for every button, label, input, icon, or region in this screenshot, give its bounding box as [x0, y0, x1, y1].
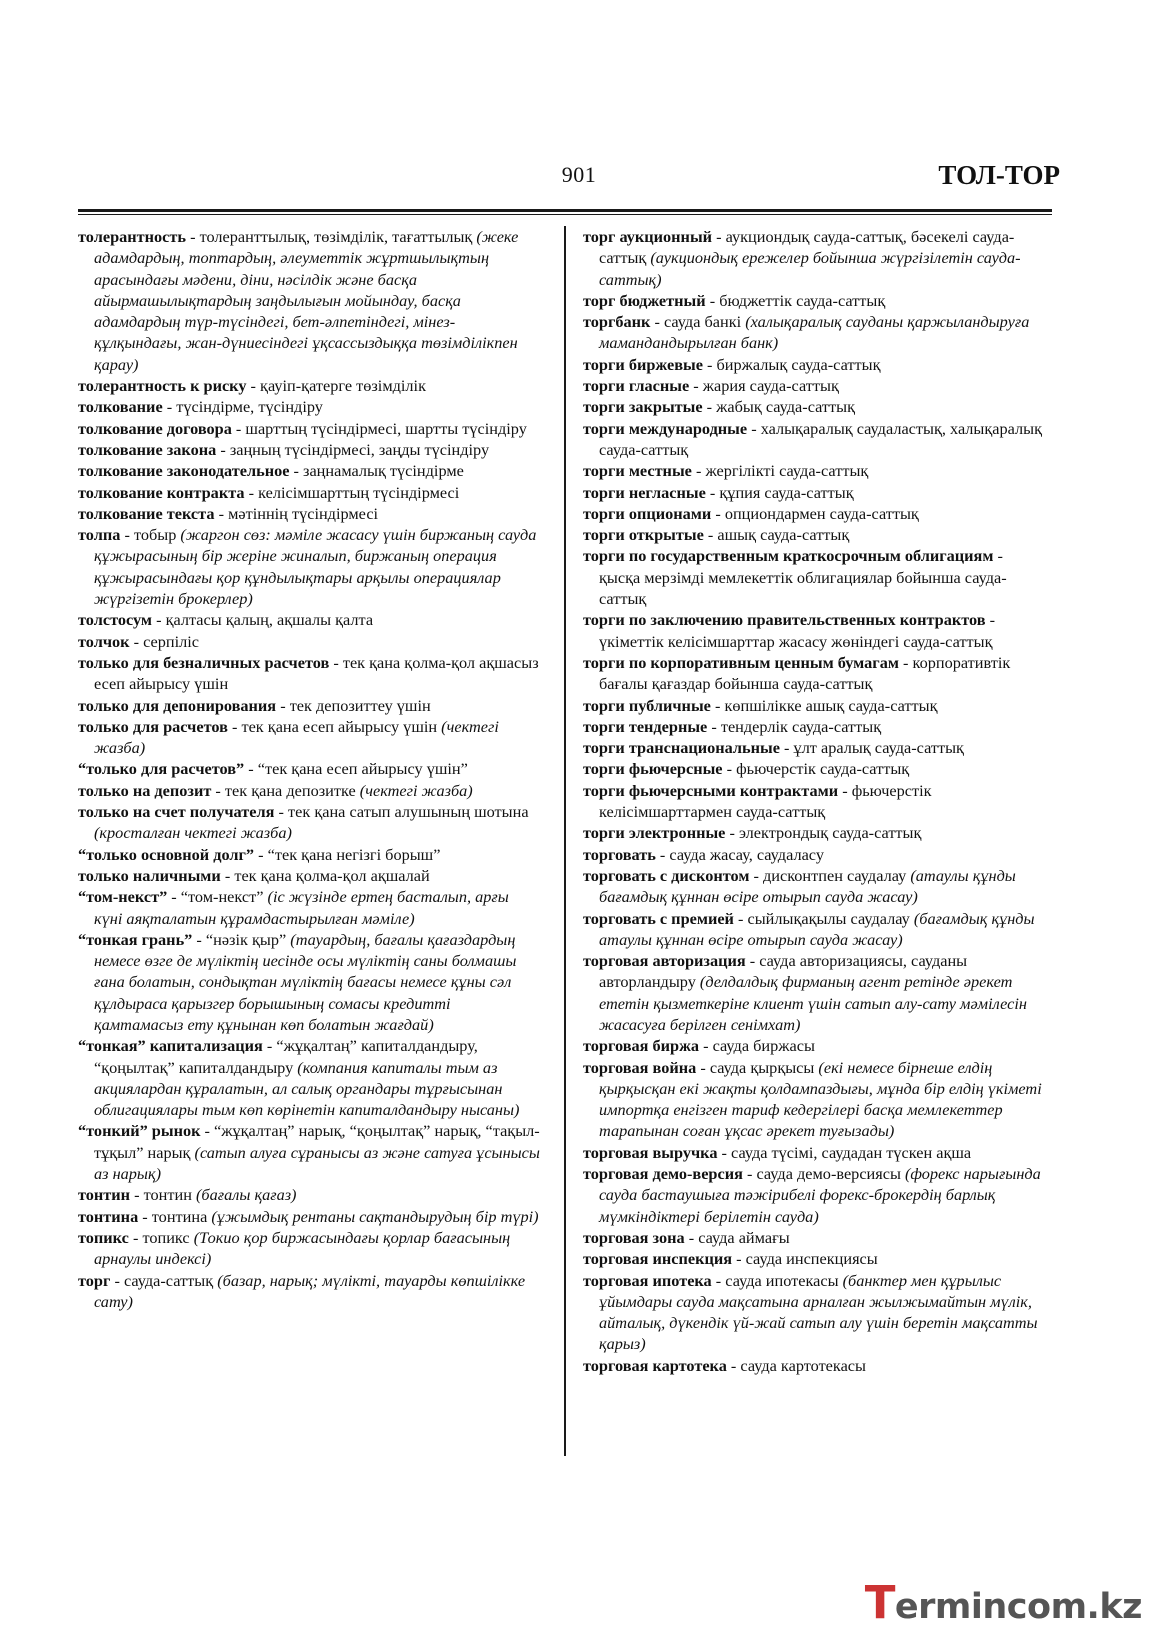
- dictionary-entry: [78, 695, 540, 716]
- entry-separator: -: [747, 418, 761, 438]
- entry-term: торг: [78, 1270, 111, 1290]
- entry-translation: қауіп-қатерге төзімділік: [260, 376, 426, 396]
- entry-translation: корпоративтік бағалы қағаздар бойынша сауда-саттық: [599, 652, 1011, 694]
- entry-translation: сауда түсімі, саудадан түскен ақша: [731, 1142, 972, 1162]
- entry-separator: -: [898, 652, 913, 672]
- entry-translation: сауда қырқысы: [709, 1057, 819, 1077]
- dictionary-entry: [78, 439, 540, 460]
- entry-term: торговая демо-версия: [583, 1164, 743, 1184]
- entry-separator: -: [200, 1121, 215, 1141]
- entry-translation: жария сауда-саттық: [702, 376, 839, 396]
- entry-note: (кросталған чектегі жазба): [94, 823, 292, 843]
- entry-separator: -: [745, 951, 760, 971]
- entry-separator: -: [717, 1142, 732, 1162]
- entry-note: (іс жүзінде ертең басталып, арғы күні аяқталатын құрамдастырылған мәміле): [94, 887, 509, 928]
- entry-translation: сауда инспекциясы: [745, 1249, 878, 1269]
- entry-translation: тек қана есеп айырысу үшін: [241, 716, 442, 736]
- dictionary-entry: [78, 1035, 540, 1120]
- entry-note: (делдалдық фирманың агент ретінде әрекет ететін қызметкеріне клиент үшін сатып алу-сату мәмілесін жасасуға берілген сенімхат): [599, 972, 1027, 1034]
- entry-separator: -: [120, 525, 134, 545]
- entry-note: (екі немесе бірнеше елдің қырқысқан екі жақты қолдампаздығы, мұнда бір елдің үкіметі импортқа енгізген тариф кедергілері басқа мемлекеттер тарапынан соған ұқсас әрекет туғызады): [599, 1057, 1042, 1141]
- dictionary-entry: [78, 1270, 540, 1313]
- entry-separator: -: [705, 290, 720, 310]
- entry-translation: серпіліс: [143, 631, 200, 651]
- dictionary-entry: [583, 1270, 1045, 1355]
- entry-translation: сыйлықақылы саудалау: [747, 908, 914, 928]
- entry-term: толкование: [78, 397, 163, 417]
- dictionary-entry: [583, 1227, 1045, 1248]
- dictionary-entry: [583, 290, 1045, 311]
- entry-translation: “том-некст”: [180, 887, 268, 907]
- entry-translation: үкіметтік келісімшарттар жасасу жөніндегі сауда-саттық: [599, 631, 993, 651]
- dictionary-entry: [583, 652, 1045, 695]
- entry-term: торги по заключению правительственных контрактов: [583, 610, 986, 630]
- entry-separator: -: [246, 376, 261, 396]
- entry-term: торги тендерные: [583, 716, 708, 736]
- entry-translation: “жұқалтаң” нарық, “қоңылтақ” нарық, “тақыл-тұқыл” нарық: [94, 1121, 540, 1162]
- entry-translation: түсіндірме, түсіндіру: [176, 397, 323, 417]
- dictionary-entry: [583, 524, 1045, 545]
- entry-term: толкование закона: [78, 439, 217, 459]
- dictionary-entry: [583, 226, 1045, 290]
- entry-translation: тек депозиттеу үшін: [289, 695, 431, 715]
- dictionary-entry: [78, 396, 540, 417]
- entry-term: торги негласные: [583, 482, 706, 502]
- entry-translation: тек қана депозитке: [224, 780, 360, 800]
- entry-separator: -: [655, 844, 670, 864]
- entry-term: топикс: [78, 1227, 129, 1247]
- entry-separator: -: [138, 1206, 152, 1226]
- entry-term: торги международные: [583, 418, 748, 438]
- entry-separator: -: [711, 503, 725, 523]
- dictionary-entry: [583, 396, 1045, 417]
- entry-separator: -: [712, 227, 726, 246]
- entry-term: толкование текста: [78, 503, 215, 523]
- header-rule-thick: [78, 209, 1052, 212]
- entry-term: торговая выручка: [583, 1142, 718, 1162]
- entry-separator: -: [216, 439, 230, 459]
- dictionary-entry: [78, 226, 540, 375]
- entry-separator: -: [733, 908, 748, 928]
- entry-term: толчок: [78, 631, 130, 651]
- entry-separator: -: [220, 865, 235, 885]
- entry-translation: топикс: [142, 1227, 194, 1247]
- entry-note: (банктер мен құрылыс ұйымдары сауда мақсатына арналған жылжымайтын мүлік, айталық, дүкендік үй-жай сатып алу үшін беретін мақсатты қарыз): [599, 1270, 1038, 1354]
- entry-translation: шарттың түсіндірмесі, шартты түсіндіру: [245, 418, 527, 438]
- entry-translation: сауда ипотекасы: [725, 1270, 843, 1290]
- entry-term: только на депозит: [78, 780, 212, 800]
- entry-note: (бағалы қағаз): [196, 1185, 297, 1205]
- entry-translation: биржалық сауда-саттық: [716, 354, 881, 374]
- entry-separator: -: [779, 738, 794, 758]
- entry-note: (сатып алуға сұранысы аз және сатуға ұсынысы аз нарық): [94, 1142, 540, 1184]
- entry-translation: тендерлік сауда-саттық: [720, 716, 882, 736]
- entry-translation: сауда демо-версиясы: [756, 1164, 905, 1184]
- entry-separator: -: [231, 418, 246, 438]
- entry-separator: -: [985, 610, 996, 630]
- entry-translation: сауда аймағы: [698, 1227, 790, 1247]
- entry-translation: тобыр: [133, 525, 181, 545]
- dictionary-entry: [78, 482, 540, 503]
- entry-translation: сауда авторизациясы, сауданы авторландыру: [599, 951, 968, 992]
- entry-translation: жергілікті сауда-саттық: [705, 461, 869, 481]
- entry-note: (атаулы құнды бағамдық құннан өсіре отырып сауда жасау): [599, 865, 1016, 907]
- entry-separator: -: [128, 1227, 143, 1247]
- entry-separator: -: [838, 780, 852, 800]
- dictionary-entry: [78, 929, 540, 1035]
- entry-translation: фьючерстік келісімшарттармен сауда-саттық: [599, 780, 932, 822]
- entry-term: “том-некст”: [78, 887, 168, 907]
- entry-separator: -: [244, 482, 259, 502]
- entry-translation: дисконтпен саудалау: [762, 865, 911, 885]
- entry-term: торговая зона: [583, 1227, 685, 1247]
- dictionary-entry: [583, 908, 1045, 951]
- entry-term: торги публичные: [583, 695, 711, 715]
- dictionary-entry: [583, 758, 1045, 779]
- entry-term: торги гласные: [583, 376, 690, 396]
- entry-translation: заңның түсіндірмесі, заңды түсіндіру: [229, 439, 490, 459]
- entry-term: толпа: [78, 525, 121, 545]
- dictionary-entry: [583, 780, 1045, 823]
- entry-translation: тек қана сатып алушының шотына: [288, 802, 529, 822]
- dictionary-entry: [583, 950, 1045, 1035]
- entry-separator: -: [722, 759, 737, 779]
- dictionary-entry: [583, 1142, 1045, 1163]
- entry-note: (жаргон сөз: мәміле жасасу үшін биржаның сауда құжырасының бір жеріне жиналып, биржаның операция құжырасындағы қор құндылықтары арқылы операциялар жүргізетін брокерлер): [94, 525, 537, 609]
- entry-translation: сауда жасау, саудаласу: [669, 844, 824, 864]
- entry-separator: -: [710, 695, 725, 715]
- entry-term: “тонкая” капитализация: [78, 1036, 263, 1056]
- entry-term: торговая биржа: [583, 1036, 700, 1056]
- entry-separator: -: [707, 716, 721, 736]
- dictionary-entry: [78, 1206, 540, 1227]
- entry-separator: -: [689, 376, 703, 396]
- dictionary-entry: [583, 1163, 1045, 1227]
- entry-separator: -: [696, 1057, 710, 1077]
- entry-term: торги фьючерсными контрактами: [583, 780, 839, 800]
- entry-term: только для расчетов: [78, 716, 228, 736]
- entry-term: толкование договора: [78, 418, 232, 438]
- entry-term: торговая авторизация: [583, 951, 746, 971]
- entry-translation: опциондармен сауда-саттық: [724, 503, 919, 523]
- entry-translation: ұлт аралық сауда-саттық: [793, 738, 964, 758]
- dictionary-entry: [583, 1035, 1045, 1056]
- entry-translation: “тек қана негізгі борыш”: [267, 844, 441, 864]
- dictionary-entry: [583, 695, 1045, 716]
- entry-translation: мәтіннің түсіндірмесі: [228, 503, 379, 523]
- entry-separator: -: [214, 503, 229, 523]
- entry-note: (жеке адамдардың, топтардың, әлеуметтік жұртшылықтың арасындағы мәдени, діни, нәсілдік және басқа айырмашылықтардың заңдылығын мойындау, басқа адамдардың түр-түсіндегі, бет-әлпетіндегі, мінез-құлқындағы, жан-дүниесіндегі ұқсассыздыққа төзімділікпен қарау): [94, 227, 519, 374]
- entry-translation: толеранттылық, төзімділік, тағаттылық: [199, 227, 477, 246]
- dictionary-entry: [583, 865, 1045, 908]
- entry-translation: “тек қана есеп айырысу үшін”: [257, 759, 468, 779]
- watermark-logo: Termincom.kz: [864, 1576, 1142, 1629]
- entry-separator: -: [749, 865, 763, 885]
- entry-term: торги электронные: [583, 823, 726, 843]
- entry-term: толерантность к риску: [78, 376, 247, 396]
- entry-translation: фьючерстік сауда-саттық: [736, 759, 910, 779]
- entry-term: только наличными: [78, 865, 221, 885]
- entry-translation: бюджеттік сауда-саттық: [719, 290, 886, 310]
- dictionary-entry: [583, 545, 1045, 609]
- dictionary-entry: [78, 1184, 540, 1205]
- entry-separator: -: [702, 397, 717, 417]
- dictionary-entry: [583, 354, 1045, 375]
- entry-separator: -: [684, 1227, 699, 1247]
- entry-term: торги открытые: [583, 525, 704, 545]
- entry-term: тонтина: [78, 1206, 139, 1226]
- entry-term: тонтин: [78, 1185, 131, 1205]
- entry-separator: -: [192, 929, 206, 949]
- entry-term: торговать: [583, 844, 656, 864]
- entry-term: торги закрытые: [583, 397, 703, 417]
- entry-translation: тек қана қолма-қол ақшалай: [234, 865, 430, 885]
- entry-term: торги по корпоративным ценным бумагам: [583, 652, 899, 672]
- entry-separator: -: [276, 695, 290, 715]
- entry-note: (халықаралық сауданы қаржыландыруға мамандандырылған банк): [599, 312, 1030, 353]
- entry-note: (чектегі жазба): [94, 716, 499, 758]
- dictionary-entry: [583, 1355, 1045, 1376]
- dictionary-entry: [78, 375, 540, 396]
- page-header-title: ТОЛ-ТОР: [938, 160, 1060, 190]
- entry-term: только для депонирования: [78, 695, 277, 715]
- entry-translation: тонтина: [151, 1206, 212, 1226]
- column-divider: [564, 226, 566, 1456]
- entry-note: (бағамдық құнды атаулы құннан өсіре отырып сауда жасау): [599, 908, 1035, 949]
- entry-term: торги местные: [583, 461, 692, 481]
- entry-term: торги фьючерсные: [583, 759, 723, 779]
- entry-note: (аукциондық ережелер бойынша жүргізілетін сауда-саттық): [599, 248, 1021, 289]
- entry-note: (базар, нарық; мүлікті, тауарды көпшілікке сату): [94, 1270, 526, 1311]
- entry-note: (чектегі жазба): [359, 780, 473, 800]
- dictionary-entry: [78, 758, 540, 779]
- entry-separator: -: [110, 1270, 124, 1290]
- entry-term: торги транснациональные: [583, 738, 780, 758]
- dictionary-entry: [583, 460, 1045, 481]
- dictionary-entry: [583, 418, 1045, 461]
- entry-separator: -: [162, 397, 177, 417]
- entry-separator: -: [227, 716, 242, 736]
- entry-separator: -: [289, 461, 304, 481]
- dictionary-entry: [78, 1227, 540, 1270]
- entry-term: только для безналичных расчетов: [78, 652, 330, 672]
- dictionary-entry: [78, 865, 540, 886]
- entry-translation: халықаралық саудаластық, халықаралық сауда-саттық: [599, 418, 1042, 459]
- entry-translation: заңнамалық түсіндірме: [303, 461, 464, 481]
- entry-term: “только для расчетов”: [78, 759, 245, 779]
- entry-term: только на счет получателя: [78, 802, 275, 822]
- dictionary-entry: [78, 652, 540, 695]
- entry-separator: -: [993, 546, 1003, 566]
- entry-separator: -: [732, 1249, 746, 1269]
- entry-term: толкование контракта: [78, 482, 245, 502]
- dictionary-entry: [78, 844, 540, 865]
- dictionary-entry: [78, 609, 540, 630]
- dictionary-entry: [583, 482, 1045, 503]
- entry-term: толкование законодательное: [78, 461, 290, 481]
- entry-translation: жабық сауда-саттық: [716, 397, 856, 417]
- entry-translation: көпшілікке ашық сауда-саттық: [724, 695, 938, 715]
- entry-translation: тонтин: [143, 1185, 197, 1205]
- entry-separator: -: [244, 759, 258, 779]
- entry-separator: -: [254, 844, 268, 864]
- entry-separator: -: [211, 780, 225, 800]
- entry-term: торг бюджетный: [583, 290, 706, 310]
- dictionary-entry: [583, 503, 1045, 524]
- entry-note: (форекс нарығында сауда бастаушыға тәжірибелі форекс-брокердің барлық мүмкіндіктері берілетін сауда): [599, 1164, 1041, 1226]
- entry-translation: аукциондық сауда-саттық, бәсекелі сауда-саттық: [599, 227, 1015, 268]
- entry-separator: -: [705, 482, 720, 502]
- entry-separator: -: [725, 823, 739, 843]
- entry-term: торговать с премией: [583, 908, 734, 928]
- entry-term: торги биржевые: [583, 354, 703, 374]
- header-rule-thin: [78, 214, 1052, 215]
- entry-term: торговая война: [583, 1057, 697, 1077]
- right-column: [583, 226, 1045, 1376]
- entry-term: торгбанк: [583, 312, 651, 332]
- entry-separator: -: [274, 802, 289, 822]
- entry-translation: келісімшарттың түсіндірмесі: [258, 482, 460, 502]
- dictionary-entry: [583, 822, 1045, 843]
- entry-separator: -: [262, 1036, 277, 1056]
- dictionary-entry: [583, 737, 1045, 758]
- entry-separator: -: [742, 1164, 757, 1184]
- dictionary-entry: [583, 375, 1045, 396]
- entry-note: (ұжымдық рентаны сақтандырудың бір түрі): [211, 1206, 539, 1226]
- dictionary-entry: [78, 631, 540, 652]
- entry-translation: электрондық сауда-саттық: [738, 823, 922, 843]
- entry-note: (тауардың, бағалы қағаздардың немесе өзге де мүліктің иесінде осы мүліктің саны болмашы ғана болатын, сондықтан мүліктің бағасы немесе құны сәл құлдыраса қарызгер борышының сомасы кредитті қамтамасыз ету құнынан көп болатын жағдай): [94, 929, 517, 1034]
- dictionary-entry: [583, 716, 1045, 737]
- page-number: 901: [561, 162, 597, 187]
- entry-separator: -: [152, 610, 166, 630]
- entry-translation: қалтасы қалың, ақшалы қалта: [165, 610, 374, 630]
- dictionary-entry: [78, 460, 540, 481]
- left-column: [78, 226, 540, 1312]
- entry-term: торговать с дисконтом: [583, 865, 750, 885]
- entry-translation: сауда банкі: [663, 312, 746, 332]
- dictionary-entry: [583, 609, 1045, 652]
- entry-translation: сауда-саттық: [123, 1270, 218, 1290]
- entry-separator: -: [329, 652, 343, 672]
- dictionary-entry: [78, 801, 540, 844]
- entry-term: торг аукционный: [583, 227, 713, 246]
- entry-note: (компания капиталы тым аз акциялардан құралатын, ал салық органдары тұрғысынан облигациялары тым көп көрінетін капиталдандыру нысаны): [94, 1057, 520, 1120]
- dictionary-entry: [78, 524, 540, 609]
- entry-translation: сауда картотекасы: [740, 1355, 866, 1375]
- entry-separator: -: [691, 461, 706, 481]
- entry-separator: -: [130, 1185, 144, 1205]
- entry-term: торговая ипотека: [583, 1270, 712, 1290]
- entry-term: торговая инспекция: [583, 1249, 733, 1269]
- entry-term: “тонкая грань”: [78, 929, 193, 949]
- entry-separator: -: [703, 525, 718, 545]
- dictionary-entry: [78, 1120, 540, 1184]
- dictionary-entry: [583, 1057, 1045, 1142]
- entry-translation: “жұқалтаң” капиталдандыру, “қоңылтақ” капиталдандыру: [94, 1036, 478, 1077]
- dictionary-entry: [583, 311, 1045, 354]
- entry-translation: сауда биржасы: [712, 1036, 815, 1056]
- entry-separator: -: [129, 631, 144, 651]
- dictionary-entry: [78, 503, 540, 524]
- entry-separator: -: [167, 887, 181, 907]
- entry-separator: -: [650, 312, 664, 332]
- entry-translation: тек қана қолма-қол ақшасыз есеп айырысу үшін: [94, 652, 539, 694]
- entry-separator: -: [186, 227, 200, 246]
- entry-note: (Токио қор биржасындағы қорлар бағасының арнаулы индексі): [94, 1227, 511, 1269]
- entry-term: торговая картотека: [583, 1355, 727, 1375]
- entry-term: “тонкий” рынок: [78, 1121, 201, 1141]
- dictionary-entry: [78, 780, 540, 801]
- entry-translation: құпия сауда-саттық: [719, 482, 854, 502]
- entry-separator: -: [702, 354, 717, 374]
- entry-term: толерантность: [78, 227, 186, 246]
- entry-separator: -: [699, 1036, 713, 1056]
- entry-translation: ашық сауда-саттық: [717, 525, 850, 545]
- dictionary-entry: [78, 418, 540, 439]
- dictionary-entry: [78, 886, 540, 929]
- entry-term: толстосум: [78, 610, 153, 630]
- entry-term: торги опционами: [583, 503, 712, 523]
- entry-term: торги по государственным краткосрочным облигациям: [583, 546, 994, 566]
- dictionary-entry: [78, 716, 540, 759]
- entry-separator: -: [726, 1355, 741, 1375]
- dictionary-entry: [583, 844, 1045, 865]
- entry-separator: -: [711, 1270, 726, 1290]
- dictionary-entry: [583, 1248, 1045, 1269]
- entry-translation: “нәзік қыр”: [205, 929, 291, 949]
- entry-translation: қысқа мерзімді мемлекеттік облигациялар бойынша сауда-саттық: [599, 567, 1007, 609]
- entry-term: “только основной долг”: [78, 844, 255, 864]
